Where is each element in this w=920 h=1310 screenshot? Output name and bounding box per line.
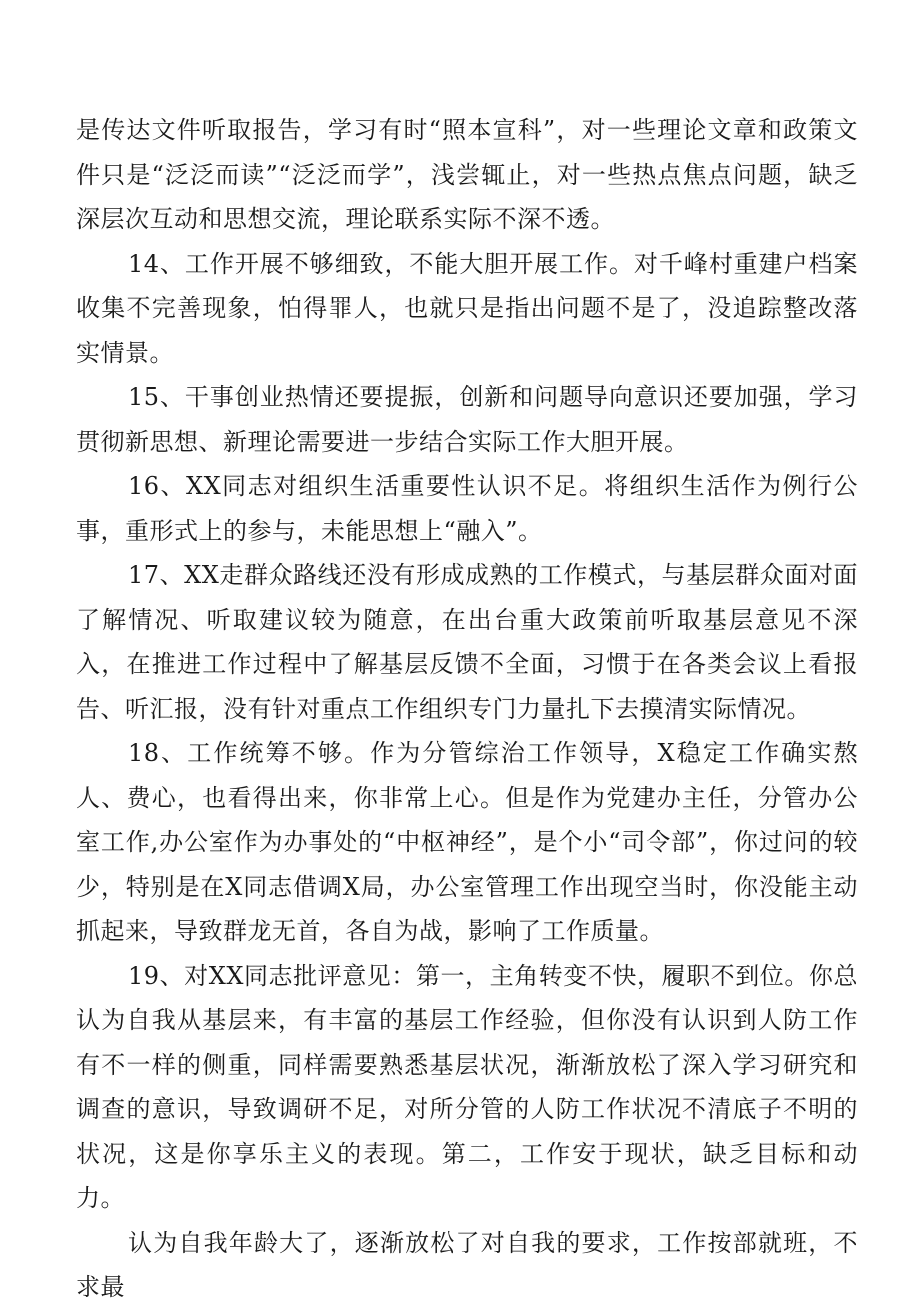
paragraph-continuation: 是传达文件听取报告，学习有时“照本宣科”，对一些理论文章和政策文件只是“泛泛而读”“泛泛而学”，浅尝辄止，对一些热点焦点问题，缺乏深层次互动和思想交流，理论联系实际不深不透。 [76,116,858,233]
paragraph-item-16: 16、XX同志对组织生活重要性认识不足。将组织生活作为例行公事，重形式上的参与，未能思想上“融入”。 [76,472,858,545]
paragraph-trailing: 认为自我年龄大了，逐渐放松了对自我的要求，工作按部就班，不求最 [76,1228,858,1301]
document-body [76,108,858,1310]
paragraph-item-17: 17、XX走群众路线还没有形成成熟的工作模式，与基层群众面对面了解情况、听取建议较为随意，在出台重大政策前听取基层意见不深入，在推进工作过程中了解基层反馈不全面，习惯于在各类会议上看报告、听汇报，没有针对重点工作组织专门力量扎下去摸清实际情况。 [76,561,858,723]
paragraph-item-19: 19、对XX同志批评意见：第一，主角转变不快，履职不到位。你总认为自我从基层来，有丰富的基层工作经验，但你没有认识到人防工作有不一样的侧重，同样需要熟悉基层状况，渐渐放松了深入学习研究和调查的意识，导致调研不足，对所分管的人防工作状况不清底子不明的状况，这是你享乐主义的表现。第二，工作安于现状，缺乏目标和动力。 [76,961,858,1212]
paragraph-item-15: 15、干事创业热情还要提振，创新和问题导向意识还要加强，学习贯彻新思想、新理论需要进一步结合实际工作大胆开展。 [76,383,858,456]
paragraph-item-14: 14、工作开展不够细致，不能大胆开展工作。对千峰村重建户档案收集不完善现象，怕得罪人，也就只是指出问题不是了，没追踪整改落实情景。 [76,249,858,367]
paragraph-item-18: 18、工作统筹不够。作为分管综治工作领导，X稳定工作确实熬人、费心，也看得出来，你非常上心。但是作为党建办主任，分管办公室工作,办公室作为办事处的“中枢神经”，是个小“司令部”，你过问的较少，特别是在X同志借调X局，办公室管理工作出现空当时，你没能主动抓起来，导致群龙无首，各自为战，影响了工作质量。 [76,739,858,945]
